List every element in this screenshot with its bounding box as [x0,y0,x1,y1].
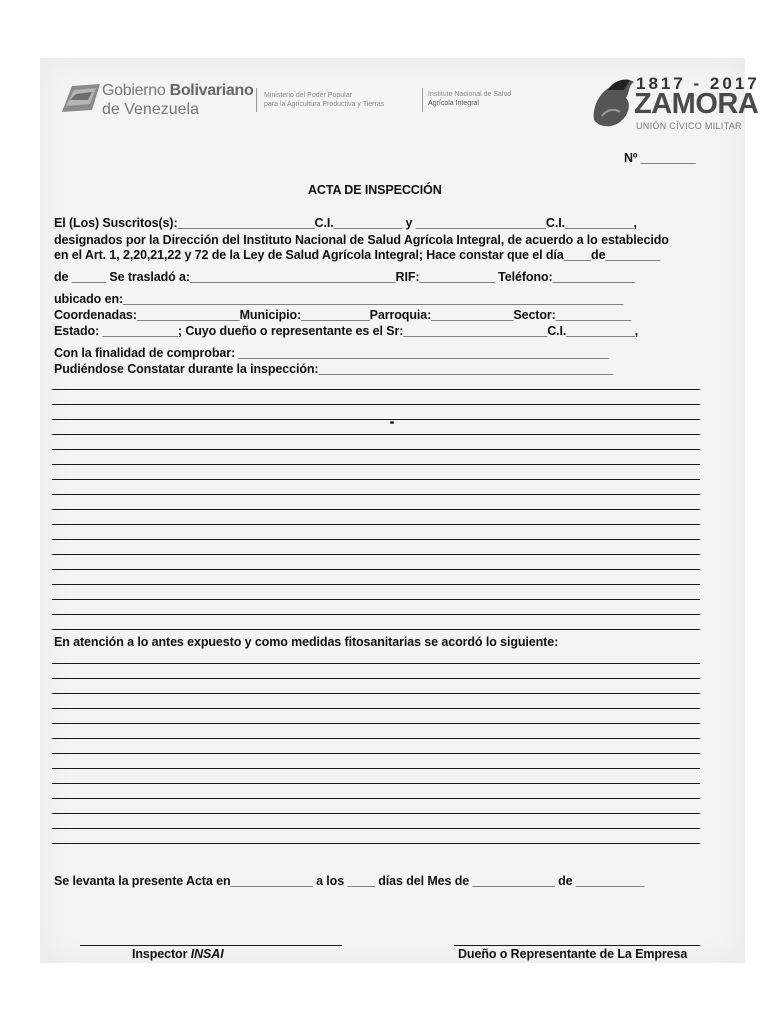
designation-line: designados por la Dirección del Instituto Nacional de Salud Agrícola Integral, de acuerdo a lo establecido [54,233,669,247]
measures-rule [52,828,700,829]
legal-basis-line: en el Art. 1, 2,20,21,22 y 72 de la Ley de Salud Agrícola Integral; Hace constar que el día____de________ [54,248,661,262]
findings-rule [52,449,700,450]
findings-rule [52,599,700,600]
measures-rule [52,768,700,769]
findings-rule [52,479,700,480]
header-divider [422,88,423,112]
findings-rule [52,494,700,495]
document-title: ACTA DE INSPECCIÓN [308,183,442,197]
letterhead [40,58,760,148]
measures-rule [52,693,700,694]
findings-rule [52,464,700,465]
ministry-line2: para la Agricultura Productiva y Tierras [264,101,385,108]
findings-rule [52,584,700,585]
measures-heading: En atención a lo antes expuesto y como medidas fitosanitarias se acordó lo siguiente: [54,635,559,649]
findings-rule [52,539,700,540]
measures-rule [52,798,700,799]
government-name-line2: de Venezuela [102,101,199,118]
findings-rule [52,404,700,405]
findings-rule [52,509,700,510]
ministry-line1: Ministerio del Poder Popular [264,92,352,99]
findings-rule [52,524,700,525]
findings-rule [52,629,700,630]
findings-rule [52,569,700,570]
measures-rule [52,708,700,709]
zamora-rider-icon [588,70,638,132]
institute-line2: Agrícola Integral [428,100,479,107]
measures-rule [52,843,700,844]
findings-line: Pudiéndose Constatar durante la inspección:___________________________________________ [54,362,614,376]
purpose-line: Con la finalidad de comprobar: ______________________________________________________ [54,346,609,360]
measures-rule [52,738,700,739]
location-rif-phone-line: de _____ Se trasladó a:______________________________RIF:___________ Teléfono:____________ [54,270,635,284]
inspector-signature-label: Inspector INSAI [132,947,224,961]
signatories-line: El (Los) Suscritos(s):____________________C.I.__________ y ___________________C.I.__________, [54,216,637,230]
closing-line: Se levanta la presente Acta en____________ a los ____ días del Mes de ____________ de __________ [54,874,645,888]
zamora-subtitle: UNIÓN CÍVICO MILITAR [636,121,742,131]
coordinates-line: Coordenadas:_______________Municipio:__________Parroquia:____________Sector:___________ [54,308,632,322]
measures-rule [52,783,700,784]
state-owner-line: Estado: ___________; Cuyo dueño o representante es el Sr:_____________________C.I.__________, [54,324,639,338]
institute-line1: Instituto Nacional de Salud [428,91,512,98]
document-number: Nº ________ [624,151,696,165]
measures-rule [52,753,700,754]
measures-rule [52,723,700,724]
government-name-line1: Gobierno Bolivariano [102,82,254,99]
findings-rule [52,389,700,390]
owner-signature-line [454,945,700,946]
zamora-logo-text: ZAMORA [634,88,759,120]
document-page [40,58,760,963]
findings-rule [52,434,700,435]
address-line: ubicado en:_________________________________________________________________________ [54,292,624,306]
ink-speck [390,421,394,424]
zamora-years: 1817 - 2017 [636,74,760,93]
inspector-signature-line [80,945,342,946]
owner-signature-label: Dueño o Representante de La Empresa [458,947,688,961]
findings-rule [52,554,700,555]
header-divider [256,88,257,112]
measures-rule [52,678,700,679]
findings-rule [52,419,700,420]
venezuela-flag-icon [60,80,102,116]
findings-rule [52,614,700,615]
measures-rule [52,813,700,814]
measures-rule [52,663,700,664]
